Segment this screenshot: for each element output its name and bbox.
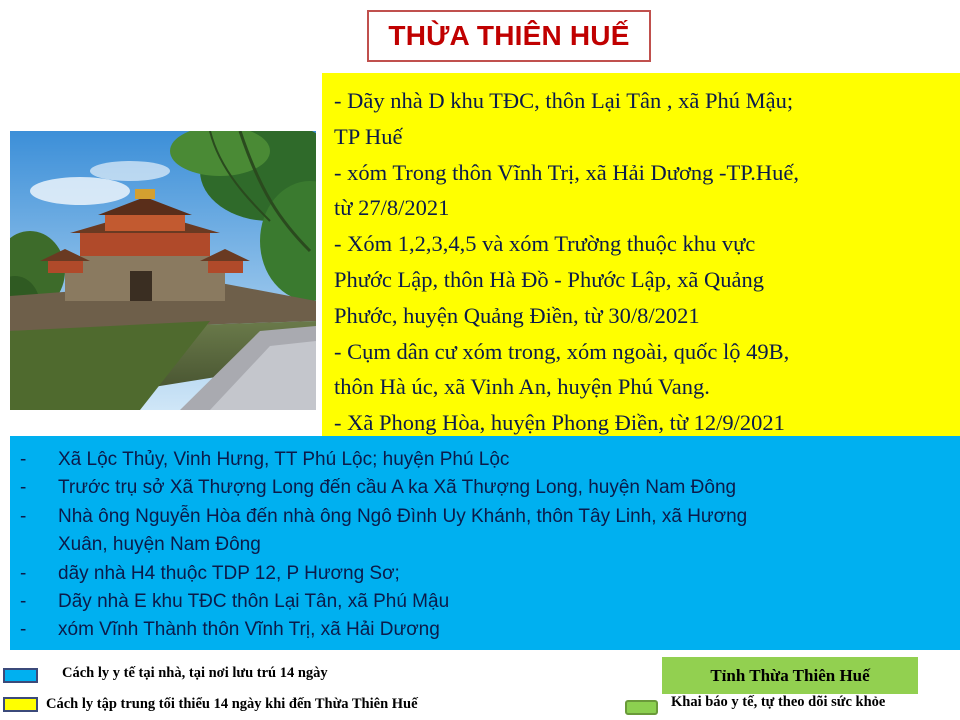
list-bullet: - [20, 505, 27, 527]
list-item [20, 446, 960, 474]
area-line: Phước, huyện Quảng Điền, từ 30/8/2021 [334, 302, 700, 328]
list-item-text: Dãy nhà E khu TĐC thôn Lại Tân, xã Phú Mậu [58, 591, 450, 613]
concentrated-quarantine-areas [322, 73, 960, 440]
list-bullet: - [20, 591, 27, 613]
list-item [20, 474, 960, 502]
list-item-continuation: Xuân, huyện Nam Đông [58, 534, 261, 556]
list-item-text: Trước trụ sở Xã Thượng Long đến cầu A ka Xã Thượng Long, huyện Nam Đông [58, 477, 737, 499]
area-line: Phước Lập, thôn Hà Đồ - Phước Lập, xã Quảng [334, 266, 764, 292]
list-item [20, 560, 960, 588]
province-badge [662, 657, 918, 694]
legend-swatch-green [625, 700, 658, 715]
legend-swatch-blue [3, 668, 38, 683]
home-quarantine-areas [10, 436, 960, 650]
legend-label-concentrated-quarantine: Cách ly tập trung tối thiểu 14 ngày khi đến Thừa Thiên Huế [46, 696, 418, 712]
page-title: THỪA THIÊN HUẾ [388, 20, 630, 51]
area-line: từ 27/8/2021 [334, 195, 450, 221]
list-item [20, 588, 960, 616]
area-line: - Xóm 1,2,3,4,5 và xóm Trường thuộc khu vực [334, 231, 756, 257]
list-item-text: xóm Vĩnh Thành thôn Vĩnh Trị, xã Hải Dương [58, 619, 440, 641]
area-line: - Dãy nhà D khu TĐC, thôn Lại Tân , xã Phú Mậu; [334, 88, 794, 113]
area-line: TP Huế [334, 123, 403, 149]
area-line: - Cụm dân cư xóm trong, xóm ngoài, quốc lộ 49B, [334, 338, 790, 364]
province-badge-label: Tỉnh Thừa Thiên Huế [710, 665, 870, 685]
title-box [367, 10, 651, 62]
list-item-text: Xã Lộc Thủy, Vinh Hưng, TT Phú Lộc; huyện Phú Lộc [58, 449, 510, 470]
area-line: thôn Hà úc, xã Vinh An, huyện Phú Vang. [334, 374, 710, 400]
list-bullet: - [20, 562, 27, 584]
list-item [20, 503, 960, 531]
legend-label-health-declaration: Khai báo y tế, tự theo dõi sức khỏe [671, 694, 886, 710]
list-item-text: dãy nhà H4 thuộc TDP 12, P Hương Sơ; [58, 562, 400, 584]
area-line: - Xã Phong Hòa, huyện Phong Điền, từ 12/9/2021 [334, 410, 785, 436]
hue-citadel-photo [10, 131, 316, 410]
legend-swatch-yellow [3, 697, 38, 712]
legend-label-home-quarantine: Cách ly y tế tại nhà, tại nơi lưu trú 14 ngày [62, 665, 328, 681]
list-item [20, 616, 960, 644]
list-bullet: - [20, 477, 27, 499]
area-line: - xóm Trong thôn Vĩnh Trị, xã Hải Dương -TP.Huế, [334, 159, 799, 185]
list-bullet: - [20, 619, 27, 641]
list-item-text: Nhà ông Nguyễn Hòa đến nhà ông Ngô Đình Uy Khánh, thôn Tây Linh, xã Hương [58, 505, 748, 527]
list-bullet: - [20, 449, 27, 470]
